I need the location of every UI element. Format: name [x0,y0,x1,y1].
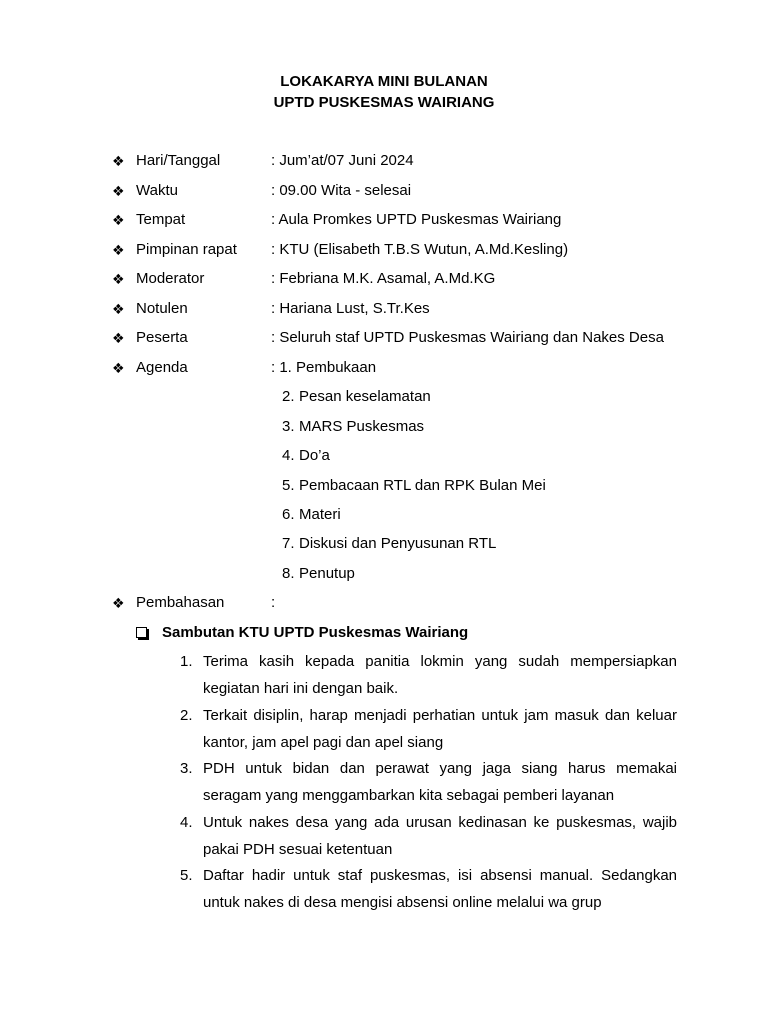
list-number: 1. [180,653,193,670]
agenda-text: Diskusi dan Penyusunan RTL [299,535,497,552]
agenda-text: Penutup [299,565,355,582]
list-text: Terima kasih kepada panitia lokmin yang sudah mempersiapkan kegiatan hari ini dengan baik. [203,653,677,697]
square-bullet-icon [136,627,147,638]
list-number: 4. [180,814,193,831]
diamond-bullet-icon: ❖ [112,242,125,258]
agenda-text: Materi [299,506,341,523]
document-subtitle: UPTD PUSKESMAS WAIRIANG [273,94,495,111]
field-label: Notulen [136,300,188,317]
diamond-bullet-icon: ❖ [112,360,125,376]
field-label: Pimpinan rapat [136,241,237,258]
field-label: Pembahasan [136,594,225,611]
document-title: LOKAKARYA MINI BULANAN [280,73,488,90]
agenda-number: 7. [282,535,295,552]
agenda-text: Pesan keselamatan [299,388,431,405]
field-value: : Hariana Lust, S.Tr.Kes [271,300,430,317]
field-value: : [271,594,276,611]
field-label: Moderator [136,270,205,287]
agenda-text: Pembacaan RTL dan RPK Bulan Mei [299,477,546,494]
list-number: 3. [180,760,193,777]
field-value: : Febriana M.K. Asamal, A.Md.KG [271,270,496,287]
field-value: : 1. Pembukaan [271,359,377,376]
field-value: : KTU (Elisabeth T.B.S Wutun, A.Md.Kesling) [271,241,569,258]
agenda-number: 2. [282,388,295,405]
list-number: 5. [180,867,193,884]
agenda-text: Do’a [299,447,330,464]
field-label: Agenda [136,359,188,376]
agenda-number: 5. [282,477,295,494]
diamond-bullet-icon: ❖ [112,271,125,287]
field-label: Waktu [136,182,178,199]
list-number: 2. [180,707,193,724]
field-value: : Aula Promkes UPTD Puskesmas Wairiang [271,211,562,228]
list-text: Daftar hadir untuk staf puskesmas, isi absensi manual. Sedangkan untuk nakes di desa mengisi absensi online melalui wa grup [203,867,677,911]
diamond-bullet-icon: ❖ [112,301,125,317]
diamond-bullet-icon: ❖ [112,330,125,346]
field-label: Tempat [136,211,186,228]
diamond-bullet-icon: ❖ [112,183,125,199]
field-value: : Jum’at/07 Juni 2024 [271,152,414,169]
diamond-bullet-icon: ❖ [112,153,125,169]
diamond-bullet-icon: ❖ [112,595,125,611]
agenda-number: 6. [282,506,295,523]
agenda-number: 3. [282,418,295,435]
field-value: : Seluruh staf UPTD Puskesmas Wairiang dan Nakes Desa [271,329,664,346]
diamond-bullet-icon: ❖ [112,212,125,228]
field-value: : 09.00 Wita - selesai [271,182,412,199]
agenda-text: MARS Puskesmas [299,418,425,435]
agenda-number: 8. [282,565,295,582]
field-label: Peserta [136,329,188,346]
list-text: Terkait disiplin, harap menjadi perhatian untuk jam masuk dan keluar kantor, jam apel pagi dan apel siang [203,707,677,751]
field-label: Hari/Tanggal [136,152,221,169]
agenda-number: 4. [282,447,295,464]
section-title: Sambutan KTU UPTD Puskesmas Wairiang [162,624,469,641]
list-text: Untuk nakes desa yang ada urusan kedinasan ke puskesmas, wajib pakai PDH sesuai ketentuan [203,814,677,858]
list-text: PDH untuk bidan dan perawat yang jaga siang harus memakai seragam yang menggambarkan kita sebagai pemberi layanan [203,760,677,804]
